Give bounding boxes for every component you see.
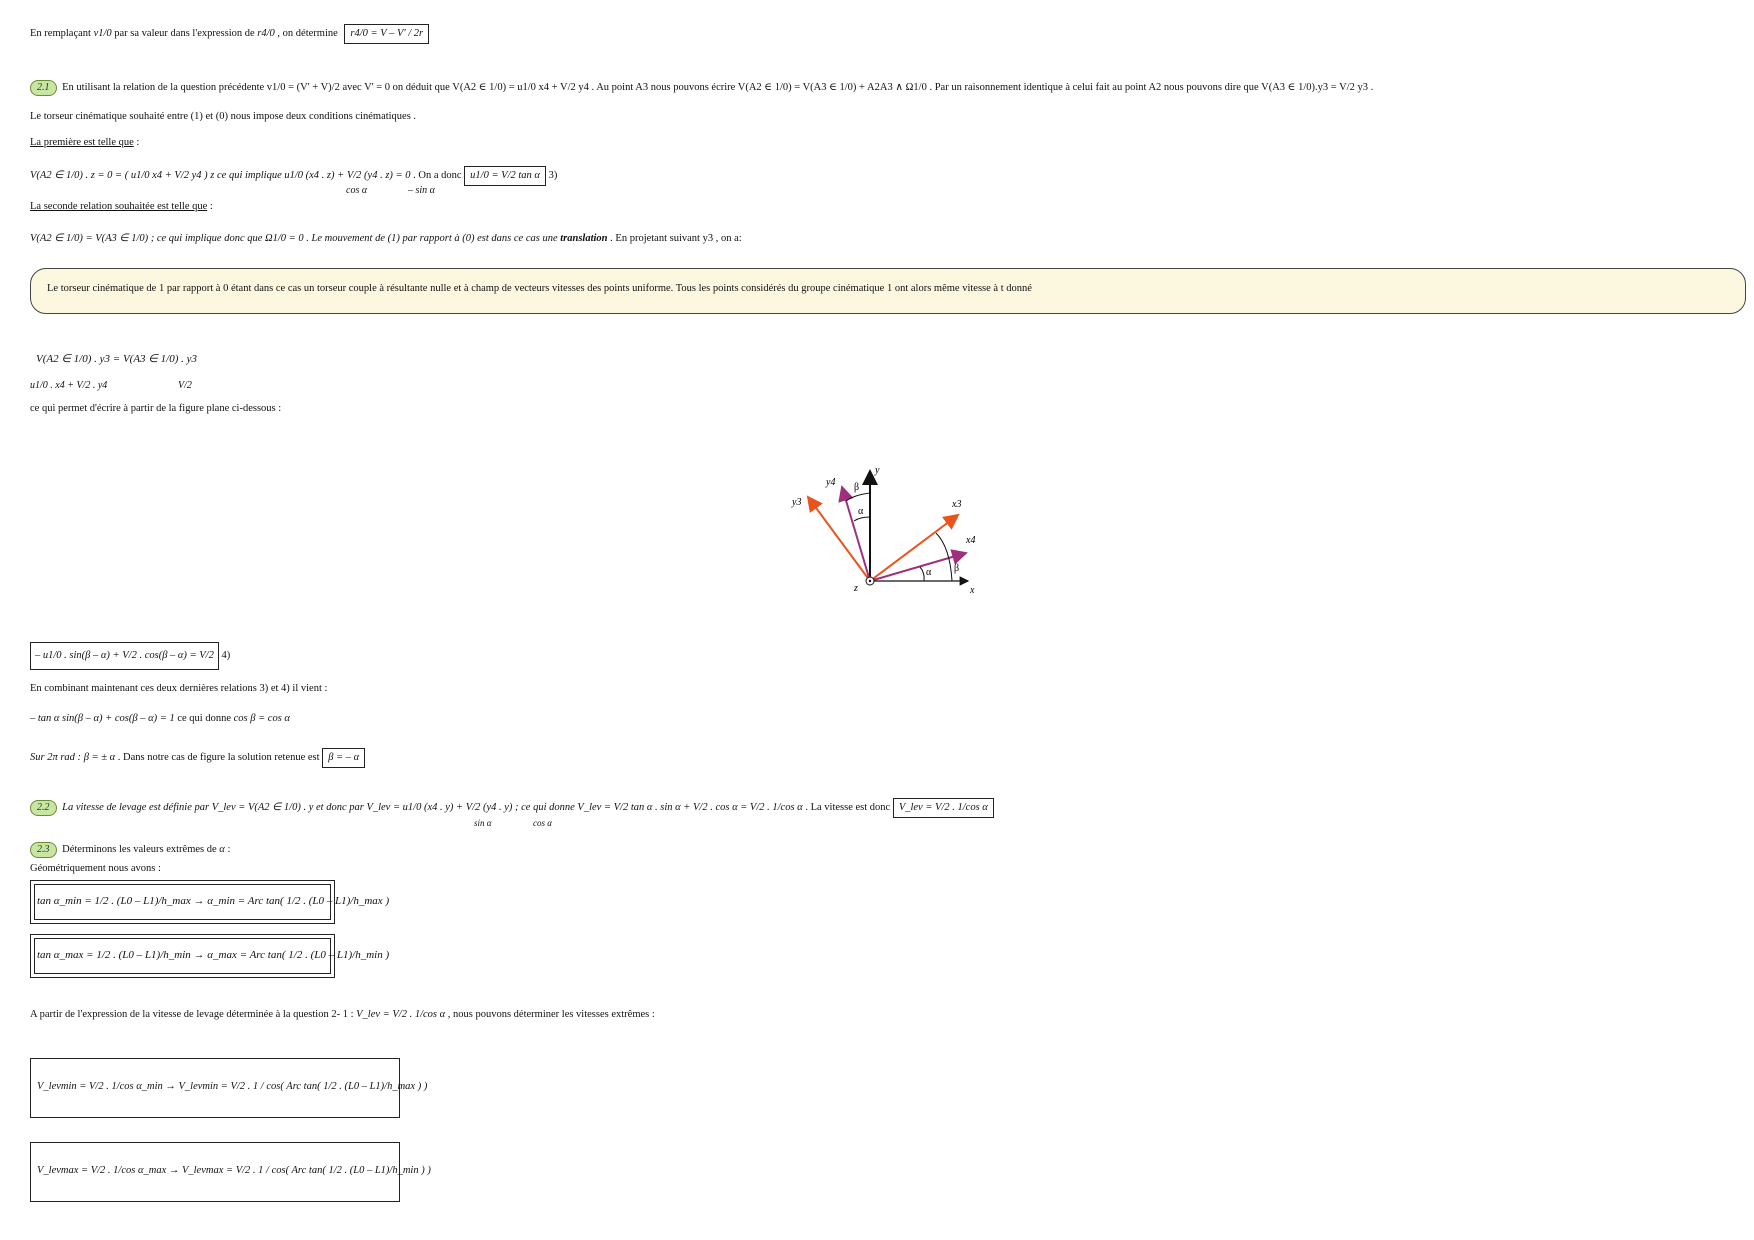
paragraph-conditions: Le torseur cinématique souhaité entre (1) et (0) nous impose deux conditions cinématiques . (30, 111, 417, 122)
text: . Dans notre cas de figure la solution retenue est (117, 752, 320, 763)
text: . En projetant suivant y3 , on a: (610, 233, 742, 244)
origin-center (869, 580, 871, 582)
result-box-beta: β = – α (322, 748, 365, 768)
question-tag-2-2: 2.2 (30, 800, 57, 816)
label-beta-right: β (954, 563, 960, 574)
colon: : (133, 137, 140, 148)
heading-text: La seconde relation souhaitée est telle que (30, 201, 208, 212)
alpha-max-formula: tan α_max = 1/2 . (L0 – L1)/h_min → α_max = Arc tan( 1/2 . (L0 – L1)/h_min ) (37, 949, 390, 961)
label-alpha-right: α (926, 567, 932, 578)
equation-text: V_lev = V/2 . 1/cos α (356, 1009, 446, 1020)
result-box-r40: r4/0 = V – V' / 2r (344, 24, 429, 44)
q21-line (30, 80, 1373, 96)
equation-4-line (30, 642, 230, 670)
vlev-max-box (30, 1142, 431, 1202)
label-z: z (854, 583, 858, 594)
text: , on détermine (277, 28, 338, 39)
vlev-max-formula: V_levmax = V/2 . 1/cos α_max → V_levmax = V/2 . 1 / cos( Arc tan( 1/2 . (L0 – L1)/h_min ) ) (37, 1165, 431, 1176)
vector-x3 (870, 515, 958, 581)
q22-line (30, 798, 994, 818)
alpha-min-box (30, 880, 390, 924)
note-text: Le torseur cinématique de 1 par rapport à 0 étant dans ce cas un torseur couple à résultante nulle et à champ de vecteurs vitesses des points uniforme. Tous les points considérés du groupe cinématique 1 ont alors même vitesse à t donné (47, 283, 1032, 294)
underbrace-label-cos: cos α (346, 185, 368, 196)
label-beta-top: β (854, 482, 860, 493)
underbrace-left: u1/0 . x4 + V/2 . y4 (30, 380, 108, 391)
q23-line (30, 842, 230, 858)
equation-ref: 4) (221, 650, 231, 661)
underbrace-label-sin: – sin α (408, 185, 435, 196)
label-x4: x4 (966, 535, 976, 546)
text: . La vitesse est donc (805, 802, 891, 813)
text: par sa valeur dans l'expression de (114, 28, 255, 39)
result-box-u10: u1/0 = V/2 tan α (464, 166, 546, 186)
angle-arc-top (846, 493, 870, 501)
label-y: y (875, 465, 880, 476)
q21-text: En utilisant la relation de la question précédente v1/0 = (V' + V)/2 avec V' = 0 on déduit que V(A2 ∈ 1/0) = u1/0 x4 + V/2 y4 . Au point A3 nous pouvons écrire V(A2 ∈ 1/0) = V(A3 ∈ 1/0) + A2A3 ∧ Ω1/0 . Par un raisonnement identique à celui fait au point A2 nous pouvons dire que V(A3 ∈ 1/0).y3 = V/2 y3 . (62, 82, 1374, 93)
second-condition-equation (30, 232, 742, 246)
colon: : (227, 844, 231, 855)
equation-text: – tan α sin(β – α) + cos(β – α) = 1 (30, 713, 175, 724)
geometry-intro: Géométriquement nous avons : (30, 863, 161, 874)
first-condition-equation (30, 166, 557, 186)
label-y4: y4 (826, 477, 836, 488)
text: . On a donc (413, 170, 462, 181)
alpha-max-box (30, 934, 390, 978)
underbrace-sin: sin α (474, 818, 492, 828)
text: Sur 2π rad : (30, 752, 82, 763)
solution-line (30, 748, 365, 768)
projection-equation: V(A2 ∈ 1/0) . y3 = V(A3 ∈ 1/0) . y3 (36, 353, 197, 365)
underbrace-cos: cos α (533, 818, 552, 828)
result-box-vlev: V_lev = V/2 . 1/cos α (893, 798, 994, 818)
question-tag-2-1: 2.1 (30, 80, 57, 96)
question-tag-2-3: 2.3 (30, 842, 57, 858)
equation-text: β = ± α (83, 752, 116, 763)
text: En remplaçant (30, 28, 91, 39)
combining-paragraph: En combinant maintenant ces deux dernières relations 3) et 4) il vient : (30, 683, 328, 694)
angle-arc-top-alpha (854, 517, 870, 521)
equation-result: cos β = cos α (233, 713, 290, 724)
vlev-min-box (30, 1058, 428, 1118)
first-condition-heading (30, 136, 139, 150)
translation-word: translation (560, 233, 608, 244)
text: A partir de l'expression de la vitesse de levage déterminée à la question 2- 1 : (30, 1009, 354, 1020)
figure-intro: ce qui permet d'écrire à partir de la figure plane ci-dessous : (30, 403, 282, 414)
vlev-min-formula: V_levmin = V/2 . 1/cos α_min → V_levmin = V/2 . 1 / cos( Arc tan( 1/2 . (L0 – L1)/h_max ) ) (37, 1081, 428, 1092)
equation-text: V(A2 ∈ 1/0) . z = 0 = ( u1/0 x4 + V/2 y4 ) z ce qui implique u1/0 (x4 . z) + V/2 (y4 . z) = 0 (30, 170, 411, 181)
alpha-min-formula: tan α_min = 1/2 . (L0 – L1)/h_max → α_min = Arc tan( 1/2 . (L0 – L1)/h_max ) (37, 895, 390, 907)
label-x3: x3 (952, 499, 962, 510)
label-y3: y3 (792, 497, 802, 508)
equation-ref: 3) (548, 170, 558, 181)
text: , nous pouvons déterminer les vitesses extrêmes : (447, 1009, 655, 1020)
text: ce qui donne (177, 713, 231, 724)
heading-text: La première est telle que (30, 137, 134, 148)
underbrace-right: V/2 (178, 380, 192, 391)
label-alpha-top: α (858, 506, 864, 517)
result-box-eq4: – u1/0 . sin(β – α) + V/2 . cos(β – α) = V/2 (30, 642, 219, 670)
note-callout (30, 268, 1746, 314)
equation-text: V(A2 ∈ 1/0) = V(A3 ∈ 1/0) ; ce qui implique donc que Ω1/0 = 0 . Le mouvement de (1) par rapport à (0) est dans ce cas une (30, 233, 558, 244)
colon: : (207, 201, 213, 212)
extreme-speeds-line (30, 1008, 655, 1022)
text: Déterminons les valeurs extrêmes de (62, 844, 217, 855)
q22-text: La vitesse de levage est définie par V_lev = V(A2 ∈ 1/0) . y et donc par V_lev = u1/0 (x4 . y) + V/2 (y4 . y) ; ce qui donne V_lev = V/2 tan α . sin α + V/2 . cos α = V/2 . 1/cos α (62, 802, 803, 813)
math-v10: v1/0 (93, 28, 112, 39)
combined-equation (30, 712, 290, 726)
label-x: x (970, 585, 975, 596)
second-condition-heading (30, 200, 213, 214)
vector-figure (770, 455, 1000, 610)
angle-arc-right-alpha (920, 567, 924, 581)
intro-line (30, 24, 429, 44)
math-r40: r4/0 (257, 28, 275, 39)
math-alpha: α (219, 844, 225, 855)
